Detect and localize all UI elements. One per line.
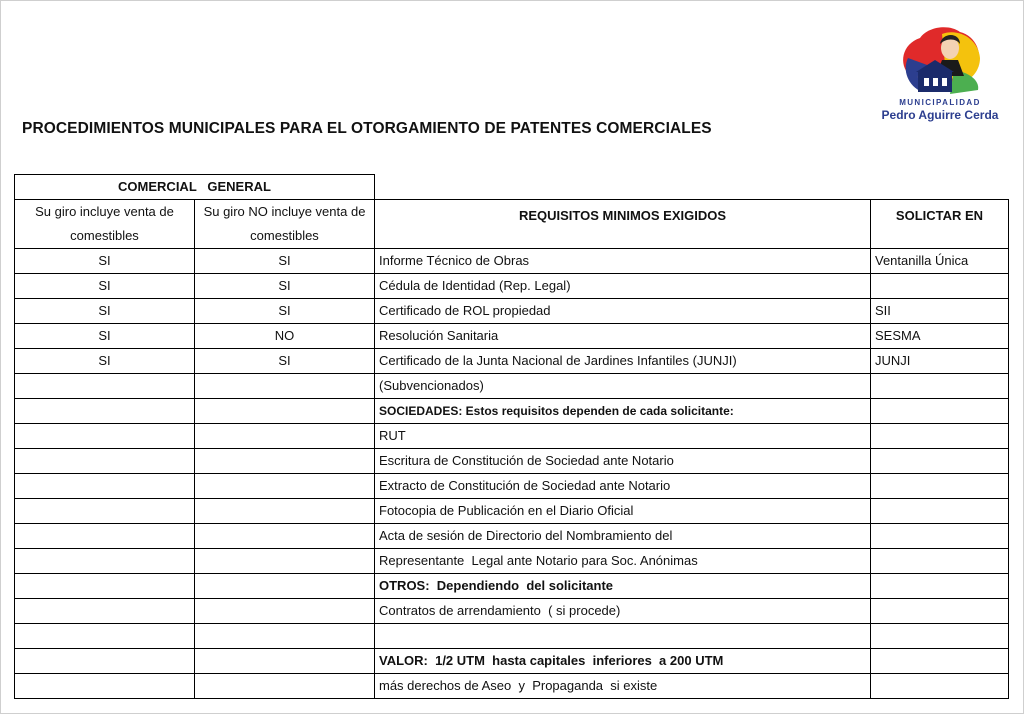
- cell-without-food: NO: [195, 323, 375, 348]
- cell-without-food: [195, 498, 375, 523]
- cell-without-food: [195, 398, 375, 423]
- cell-without-food: [195, 648, 375, 673]
- cell-with-food: [15, 448, 195, 473]
- cell-where: [871, 473, 1009, 498]
- cell-without-food: [195, 673, 375, 698]
- col-header-requirements: REQUISITOS MINIMOS EXIGIDOS: [375, 199, 871, 248]
- cell-with-food: [15, 523, 195, 548]
- table-row: [15, 273, 1009, 298]
- cell-without-food: SI: [195, 273, 375, 298]
- cell-without-food: [195, 523, 375, 548]
- cell-with-food: [15, 373, 195, 398]
- cell-where: [871, 548, 1009, 573]
- table-row: [15, 373, 1009, 398]
- cell-where: [871, 498, 1009, 523]
- table-row: [15, 623, 1009, 648]
- cell-where: SESMA: [871, 323, 1009, 348]
- cell-with-food: [15, 473, 195, 498]
- cell-requirement: Cédula de Identidad (Rep. Legal): [375, 273, 871, 298]
- cell-requirement: Fotocopia de Publicación en el Diario Oficial: [375, 498, 871, 523]
- cell-without-food: [195, 448, 375, 473]
- group-header: COMERCIAL GENERAL: [15, 175, 375, 200]
- cell-requirement: (Subvencionados): [375, 373, 871, 398]
- table-body: [15, 248, 1009, 698]
- table-row: [15, 348, 1009, 373]
- table-row: [15, 523, 1009, 548]
- cell-requirement: más derechos de Aseo y Propaganda si existe: [375, 673, 871, 698]
- cell-where: [871, 373, 1009, 398]
- page-title: PROCEDIMIENTOS MUNICIPALES PARA EL OTORGAMIENTO DE PATENTES COMERCIALES: [22, 120, 712, 137]
- cell-where: [871, 523, 1009, 548]
- cell-requirement: RUT: [375, 423, 871, 448]
- cell-where: [871, 398, 1009, 423]
- cell-where: Ventanilla Única: [871, 248, 1009, 273]
- cell-requirement: SOCIEDADES: Estos requisitos dependen de cada solicitante:: [375, 398, 871, 423]
- cell-requirement: Contratos de arrendamiento ( si procede): [375, 598, 871, 623]
- table-row: [15, 598, 1009, 623]
- cell-without-food: SI: [195, 298, 375, 323]
- cell-without-food: [195, 598, 375, 623]
- requirements-table: [14, 174, 1009, 699]
- cell-requirement: Certificado de la Junta Nacional de Jardines Infantiles (JUNJI): [375, 348, 871, 373]
- cell-without-food: SI: [195, 348, 375, 373]
- cell-with-food: [15, 573, 195, 598]
- cell-without-food: [195, 473, 375, 498]
- blank-header-area: [375, 175, 1009, 200]
- cell-with-food: [15, 648, 195, 673]
- col-header-without-food: Su giro NO incluye venta de comestibles: [195, 199, 375, 248]
- col-header-where: SOLICTAR EN: [871, 199, 1009, 248]
- logo-caption-commune: Pedro Aguirre Cerda: [881, 108, 999, 122]
- cell-with-food: SI: [15, 323, 195, 348]
- cell-where: SII: [871, 298, 1009, 323]
- table-row: [15, 423, 1009, 448]
- cell-with-food: SI: [15, 348, 195, 373]
- cell-without-food: [195, 623, 375, 648]
- cell-where: [871, 573, 1009, 598]
- table-row: [15, 673, 1009, 698]
- cell-without-food: [195, 423, 375, 448]
- cell-where: [871, 598, 1009, 623]
- cell-requirement: Representante Legal ante Notario para Soc. Anónimas: [375, 548, 871, 573]
- cell-requirement: Informe Técnico de Obras: [375, 248, 871, 273]
- table-row: [15, 448, 1009, 473]
- cell-with-food: [15, 398, 195, 423]
- cell-requirement: Certificado de ROL propiedad: [375, 298, 871, 323]
- cell-without-food: [195, 373, 375, 398]
- cell-requirement: OTROS: Dependiendo del solicitante: [375, 573, 871, 598]
- cell-requirement: Resolución Sanitaria: [375, 323, 871, 348]
- cell-with-food: SI: [15, 248, 195, 273]
- cell-with-food: [15, 673, 195, 698]
- cell-requirement: [375, 623, 871, 648]
- table-row: [15, 548, 1009, 573]
- cell-requirement: Acta de sesión de Directorio del Nombramiento del: [375, 523, 871, 548]
- cell-where: JUNJI: [871, 348, 1009, 373]
- logo-caption-municipalidad: MUNICIPALIDAD: [899, 98, 981, 107]
- cell-without-food: [195, 573, 375, 598]
- cell-requirement: VALOR: 1/2 UTM hasta capitales inferiores a 200 UTM: [375, 648, 871, 673]
- cell-requirement: Extracto de Constitución de Sociedad ante Notario: [375, 473, 871, 498]
- cell-with-food: [15, 548, 195, 573]
- cell-where: [871, 648, 1009, 673]
- cell-requirement: Escritura de Constitución de Sociedad ante Notario: [375, 448, 871, 473]
- table-row: [15, 398, 1009, 423]
- table-row: [15, 573, 1009, 598]
- table-row: [15, 323, 1009, 348]
- cell-where: [871, 423, 1009, 448]
- cell-with-food: SI: [15, 298, 195, 323]
- cell-without-food: SI: [195, 248, 375, 273]
- table-row: [15, 648, 1009, 673]
- table-row: [15, 248, 1009, 273]
- cell-where: [871, 673, 1009, 698]
- cell-where: [871, 623, 1009, 648]
- cell-with-food: [15, 423, 195, 448]
- col-header-with-food: Su giro incluye venta de comestibles: [15, 199, 195, 248]
- cell-with-food: [15, 598, 195, 623]
- cell-without-food: [195, 548, 375, 573]
- table-row: [15, 498, 1009, 523]
- table-row: [15, 298, 1009, 323]
- cell-with-food: SI: [15, 273, 195, 298]
- cell-with-food: [15, 498, 195, 523]
- cell-where: [871, 273, 1009, 298]
- table-row: [15, 473, 1009, 498]
- cell-with-food: [15, 623, 195, 648]
- cell-where: [871, 448, 1009, 473]
